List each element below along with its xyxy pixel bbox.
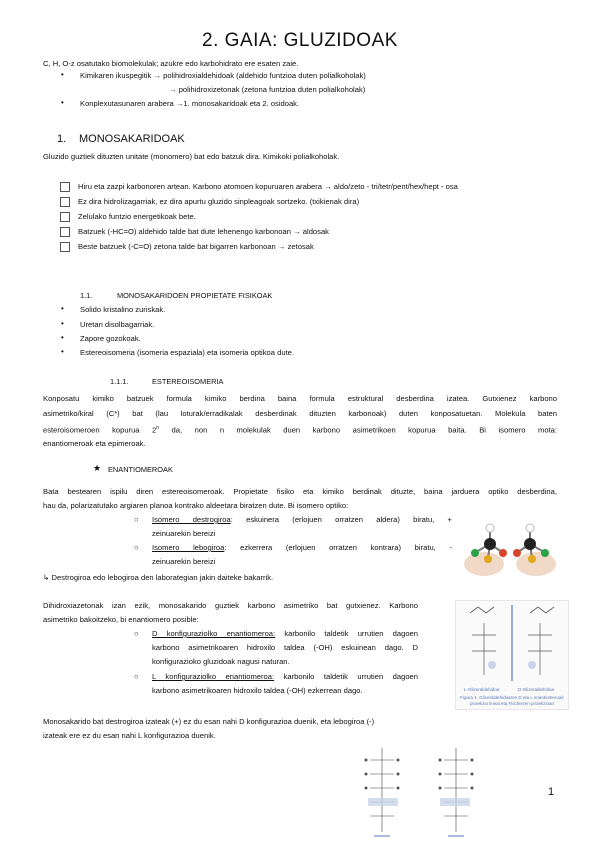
lab-note: ↳ Destrogiroa edo lebogiroa den laborategian jakin daiteke bakarrik. bbox=[43, 573, 274, 582]
circle-bullet: ○ bbox=[134, 515, 139, 524]
intro-line: C, H, O-z osatutako biomolekulak; azukre edo karbohidrato ere esaten zaie. bbox=[43, 59, 299, 68]
circle-bullet: ○ bbox=[134, 543, 139, 552]
dextro-item: Isomero destrogiroa: eskuinera (erlojuen orratzen aldera) biratu, + bbox=[152, 515, 452, 524]
star-icon: ★ bbox=[93, 463, 102, 473]
section-1-intro: Gluzido guztiek dituzten unitate (monomero) bat edo batzuk dira. Kimikoki polialkoholak. bbox=[43, 152, 340, 161]
d-config-line: karbono asimetrikoaren hidroxilo taldea (-OH) eskuinean dago. D bbox=[152, 643, 418, 652]
levo-cont: zeinuarekin bereizi bbox=[152, 557, 216, 566]
enantiomer-hands-illustration bbox=[462, 512, 558, 582]
bullet-dot: • bbox=[61, 333, 64, 342]
checkbox[interactable] bbox=[60, 227, 70, 237]
levo-item: Isomero lebogiroa: ezkerrera (erlojuen orratzen kontrara) biratu, - bbox=[152, 543, 452, 552]
check-item: Hiru eta zazpi karbonoren artean. Karbono atomoen kopuruaren arabera → aldo/zeto - tri/tetr/pent/hex/hept - osa bbox=[78, 182, 458, 191]
final-paragraph-line: Monosakarido bat destrogiroa izateak (+) ez du esan nahi D konfigurazioa duenik, eta lebogiroa (-) bbox=[43, 717, 375, 726]
enantio-paragraph-line: hau da, polarizatutako argiaren planoa kontrako aldeetara biratzen dute. Bi isomero optiko: bbox=[43, 501, 349, 510]
section-1-heading: MONOSAKARIDOAK bbox=[79, 133, 185, 145]
l-config-line: karbono asimetrikoaren hidroxilo taldea (-OH) ezkerrean dago. bbox=[152, 686, 363, 695]
circle-bullet: ○ bbox=[134, 629, 139, 638]
figure-label-right: D-Glizeraldehidoa bbox=[518, 687, 555, 692]
fischer-projections-figure bbox=[352, 742, 492, 842]
dl-paragraph-line: asimetriko bakoitzeko, bi enantiomero posible: bbox=[43, 615, 199, 624]
check-item: Ez dira hidrolizagarriak, ez dira apurtu gluzido sinpleagoak sortzeko. (txikienak dira) bbox=[78, 197, 360, 206]
l-config-item: L konfiguraziolko enantiomeroa: karbonilo taldetik urrutien dagoen bbox=[152, 672, 418, 681]
final-paragraph-line: izateak ere ez du esan nahi L konfigurazioa duenik. bbox=[43, 731, 216, 740]
section-111-heading: ESTEREOISOMERIA bbox=[152, 377, 224, 386]
checkbox[interactable] bbox=[60, 182, 70, 192]
enantio-heading: ENANTIOMEROAK bbox=[108, 465, 173, 474]
section-1-number: 1. bbox=[57, 133, 67, 145]
property-item: Solido kristalino zuriskak. bbox=[80, 305, 166, 314]
section-11-number: 1.1. bbox=[80, 291, 93, 300]
enantio-paragraph-line: Bata bestearen ispilu diren estereoisomeroak. Propietate fisiko eta kimiko berdinak dituzte, baina jarduera optiko desberdina, bbox=[43, 487, 557, 496]
bullet-dot: • bbox=[61, 304, 64, 313]
section-11-heading: MONOSAKARIDOEN PROPIETATE FISIKOAK bbox=[117, 291, 273, 300]
figure-caption: Figura 1. Gliceraldehidoaren D eta L enantiomeroak proiekzio lineal eta Fischerren proiekzioan bbox=[460, 695, 564, 706]
bullet-dot: • bbox=[61, 98, 64, 107]
stereo-paragraph-line: asimetriko/kiral (C*) bat (lau loturak/erradikalak desberdinak dituzten karbonoak) duten konposatuetan. Molekula baten bbox=[43, 409, 557, 418]
circle-bullet: ○ bbox=[134, 672, 139, 681]
dl-paragraph-line: Dihidroxiazetonak izan ezik, monosakarido guztiek karbono asimetriko bat gutxienez. Karbono bbox=[43, 601, 418, 610]
property-item: Uretan disolbagarriak. bbox=[80, 320, 155, 329]
glyceraldehyde-figure bbox=[455, 600, 569, 710]
check-item: Batzuek (-HC=O) aldehido talde bat dute lehenengo karbonoan → aldosak bbox=[78, 227, 329, 236]
bullet-dot: • bbox=[61, 319, 64, 328]
page-number: 1 bbox=[548, 786, 555, 798]
page-title: 2. GAIA: GLUZIDOAK bbox=[202, 30, 398, 51]
stereo-paragraph-line: Konposatu kimiko batzuek formula kimiko berdina baina formula estruktural desberdina izatea. Gutxienez karbono bbox=[43, 394, 557, 403]
stereo-paragraph-line: enantiomeroak eta epimeroak. bbox=[43, 439, 146, 448]
checkbox[interactable] bbox=[60, 197, 70, 207]
d-config-item: D konfiguraziolko enantiomeroa: karbonilo taldetik urrutien dagoen bbox=[152, 629, 419, 638]
stereo-paragraph-line: esteroisomeroen kopurua 2$^n$ da, non n molekulak duen karbono asimetrikoen kopurua baita. Bi isomero mota: bbox=[43, 425, 558, 435]
checkbox[interactable] bbox=[60, 242, 70, 252]
checkbox[interactable] bbox=[60, 212, 70, 222]
intro-bullet-1b: → polihidroxizetonak (zetona funtzioa duten polialkoholak) bbox=[169, 85, 366, 94]
figure-label-left: L-Glizeraldehidoa bbox=[464, 687, 500, 692]
property-item: Estereoisomeria (isomeria espaziala) eta isomeria optikoa dute. bbox=[80, 348, 294, 357]
intro-bullet-2: Konplexutasunaren arabera →1. monosakaridoak eta 2. osidoak. bbox=[80, 99, 300, 108]
check-item: Zelulako funtzio energetikoak bete. bbox=[78, 212, 196, 221]
property-item: Zapore gozokoak. bbox=[80, 334, 141, 343]
bullet-dot: • bbox=[61, 70, 64, 79]
d-config-line: konfigurazioko gluzidoak nagusi naturan. bbox=[152, 657, 290, 666]
dextro-cont: zeinuarekin bereizi bbox=[152, 529, 216, 538]
intro-bullet-1: Kimikaren ikuspegitik → polihidroxialdehidoak (aldehido funtzioa duten polialkoholak) bbox=[80, 71, 366, 80]
section-111-number: 1.1.1. bbox=[110, 377, 129, 386]
bullet-dot: • bbox=[61, 347, 64, 356]
check-item: Beste batzuek (-C=O) zetona talde bat bigarren karbonoan → zetosak bbox=[78, 242, 314, 251]
